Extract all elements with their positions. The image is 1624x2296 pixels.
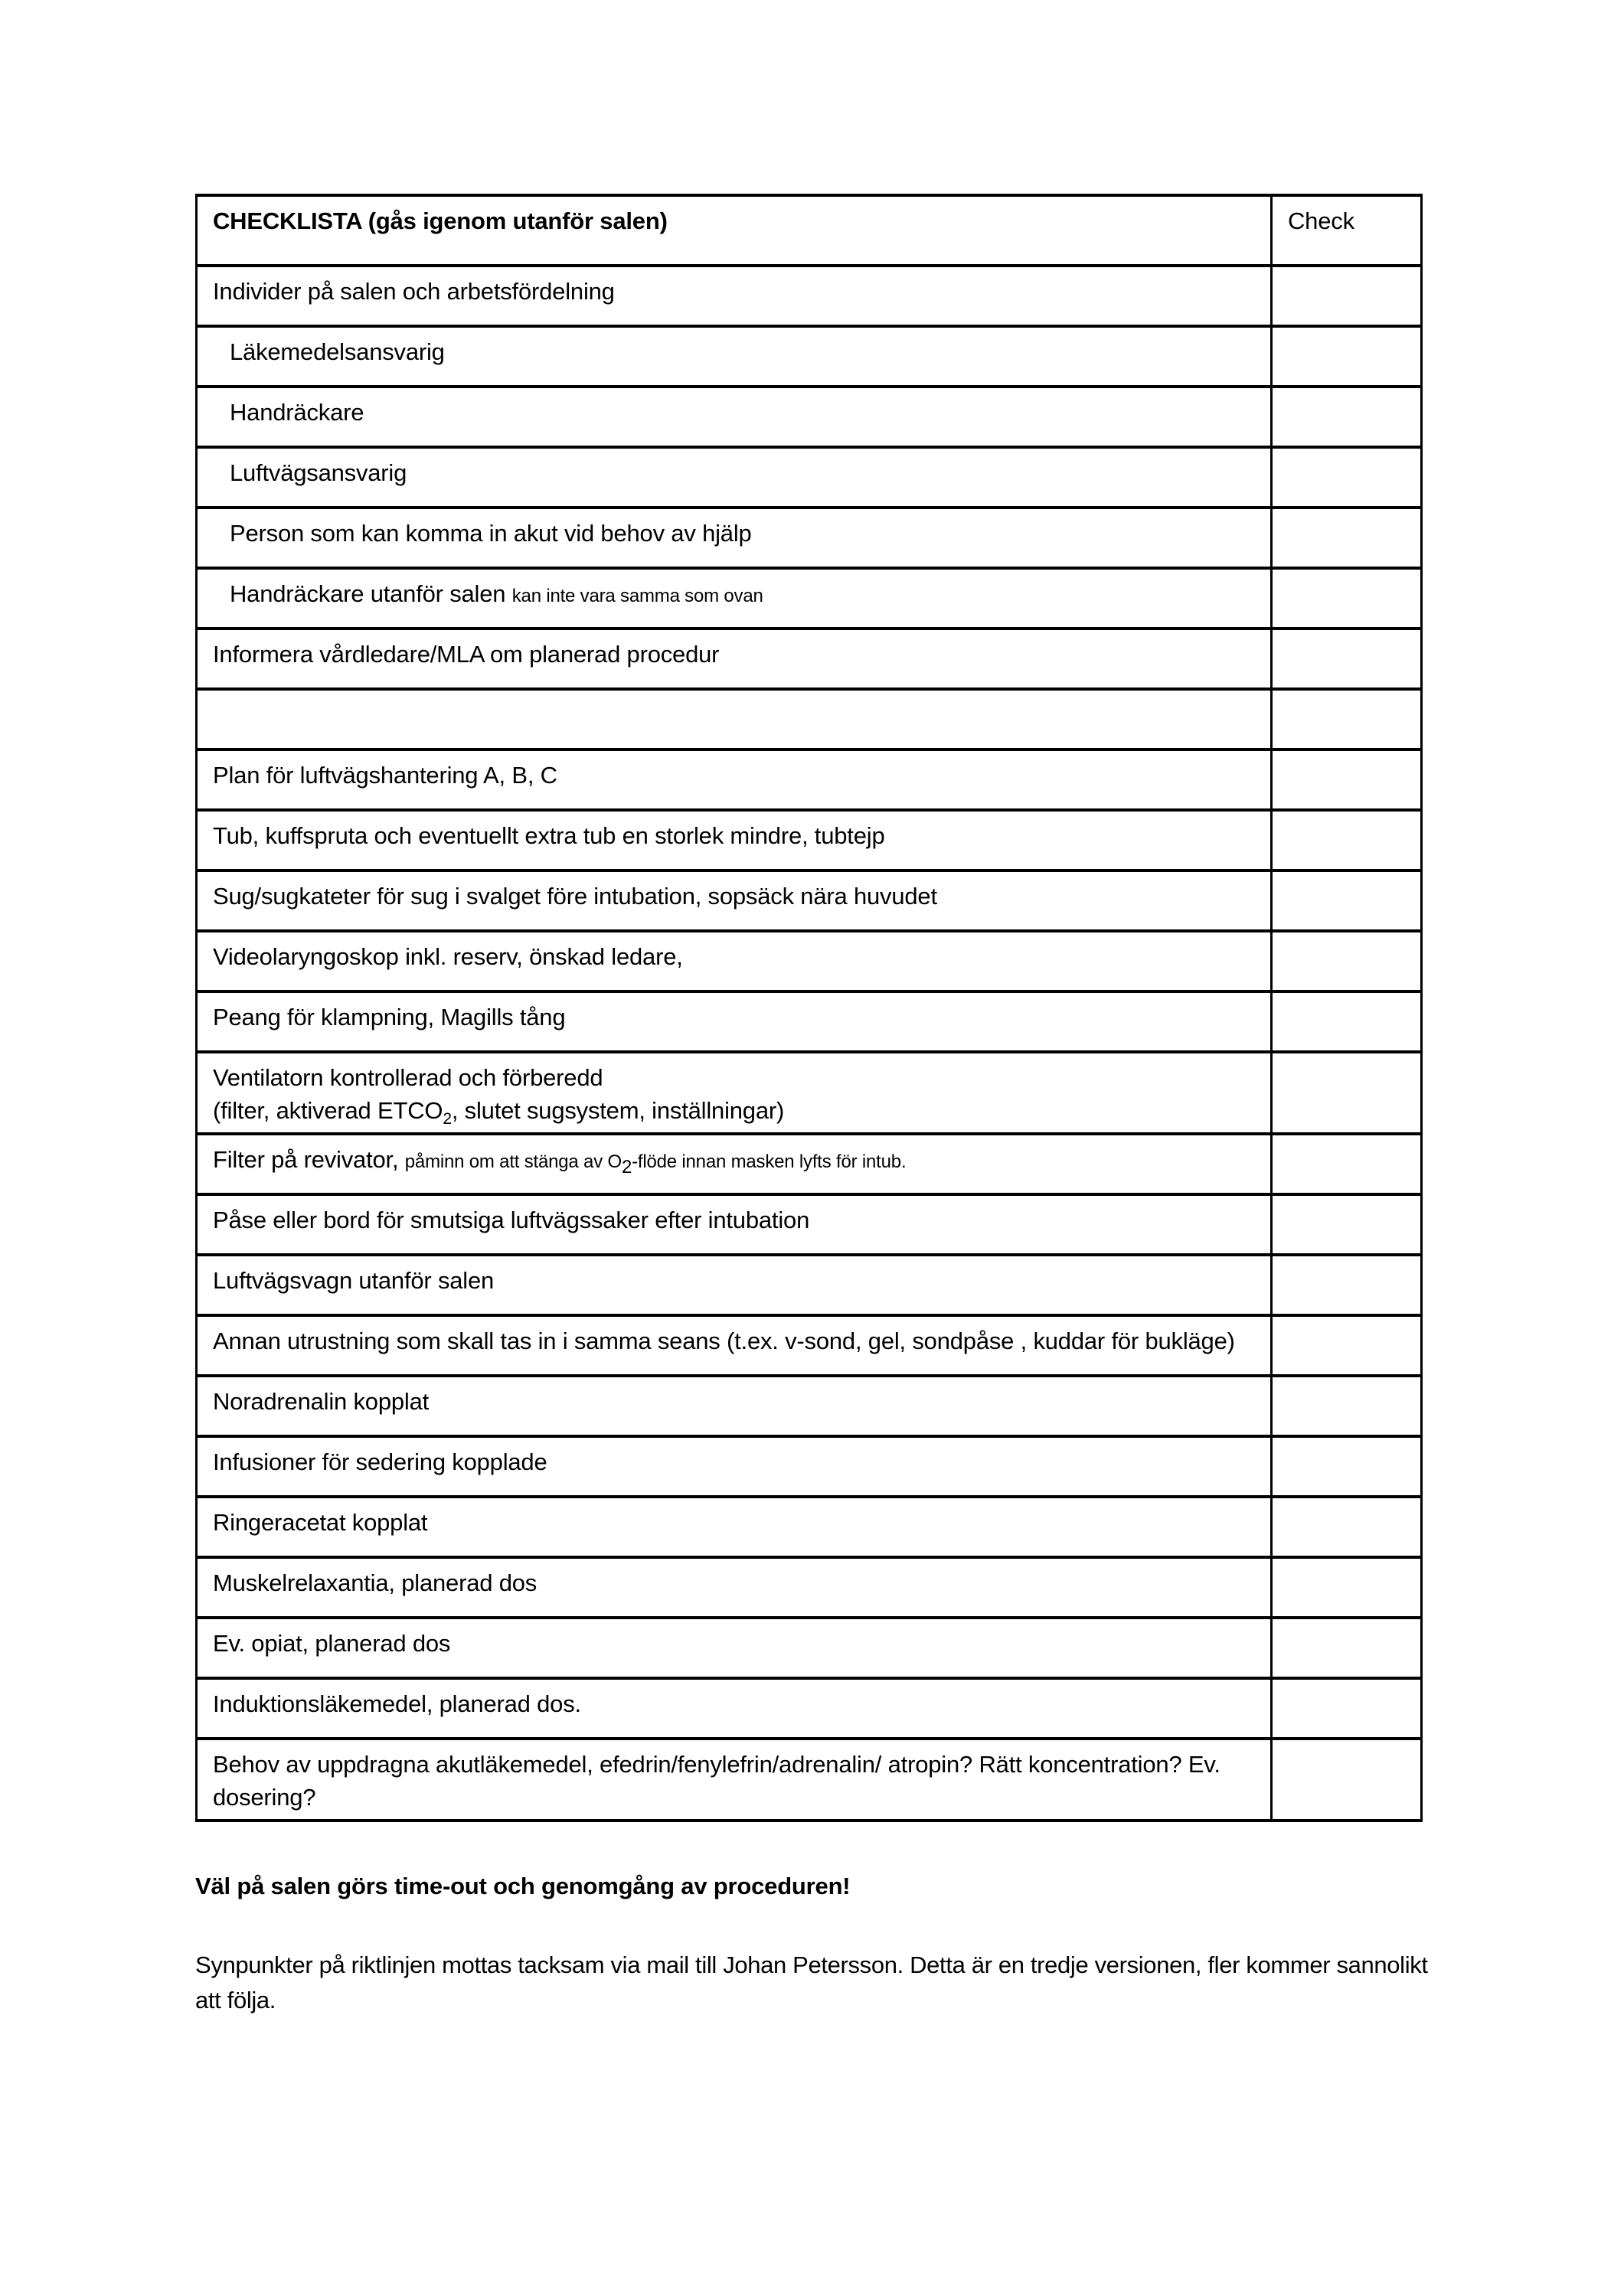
item-label-segment: , slutet sugsystem, inställningar) — [451, 1097, 785, 1125]
table-row — [197, 629, 1422, 689]
table-title: CHECKLISTA (gås igenom utanför salen) — [197, 195, 1272, 266]
table-row — [197, 326, 1422, 387]
table-row — [197, 931, 1422, 991]
table-header-row — [197, 195, 1422, 266]
item-label-segment: Läkemedelsansvarig — [230, 338, 445, 365]
table-row — [197, 1376, 1422, 1436]
check-cell[interactable] — [1272, 1678, 1422, 1739]
table-row — [197, 1557, 1422, 1618]
table-row — [197, 1678, 1422, 1739]
table-row — [197, 689, 1422, 750]
check-cell[interactable] — [1272, 689, 1422, 750]
item-label-segment: Ev. opiat, planerad dos — [213, 1629, 451, 1657]
table-row — [197, 1255, 1422, 1315]
check-cell[interactable] — [1272, 870, 1422, 931]
item-label-segment: Filter på revivator, — [213, 1145, 405, 1173]
item-label-segment: Luftvägsansvarig — [230, 459, 407, 486]
table-row — [197, 991, 1422, 1052]
check-cell[interactable] — [1272, 1436, 1422, 1497]
item-label-segment: Muskelrelaxantia, planerad dos — [213, 1569, 538, 1596]
item-cell — [197, 1618, 1272, 1678]
timeout-note: Väl på salen görs time-out och genomgång av proceduren! — [195, 1872, 851, 1899]
table-row — [197, 1194, 1422, 1255]
item-label-segment: Sug/sugkateter för sug i svalget före intubation, sopsäck nära huvudet — [213, 883, 937, 910]
table-row — [197, 447, 1422, 508]
item-cell — [197, 870, 1272, 931]
table-row — [197, 266, 1422, 326]
table-row — [197, 1052, 1422, 1134]
check-cell[interactable] — [1272, 266, 1422, 326]
check-cell[interactable] — [1272, 387, 1422, 447]
table-row — [197, 568, 1422, 629]
check-cell[interactable] — [1272, 1376, 1422, 1436]
table-row — [197, 1315, 1422, 1376]
table-row — [197, 1739, 1422, 1821]
item-label-segment: påminn om att stänga av O — [404, 1151, 622, 1172]
item-cell — [197, 1376, 1272, 1436]
item-cell — [197, 1052, 1272, 1134]
check-cell[interactable] — [1272, 1052, 1422, 1134]
item-cell — [197, 447, 1272, 508]
check-cell[interactable] — [1272, 568, 1422, 629]
item-label-segment: -flöde innan masken lyfts för intub. — [632, 1151, 907, 1172]
item-label-segment: kan inte vara samma som ovan — [511, 586, 763, 606]
item-cell — [197, 266, 1272, 326]
item-label-segment: Luftvägsvagn utanför salen — [213, 1266, 495, 1294]
check-cell[interactable] — [1272, 1134, 1422, 1194]
table-row — [197, 870, 1422, 931]
item-label-segment: Handräckare — [230, 399, 364, 426]
item-label-segment: Behov av uppdragna akutläkemedel, efedrin/fenylefrin/adrenalin/ atropin? Rätt koncentration? Ev. dosering? — [213, 1750, 1220, 1811]
item-cell — [197, 629, 1272, 689]
item-cell — [197, 1678, 1272, 1739]
check-cell[interactable] — [1272, 810, 1422, 870]
subscript-text: 2 — [443, 1110, 452, 1128]
item-label-segment: Annan utrustning som skall tas in i samma seans (t.ex. v-sond, gel, sondpåse , kuddar för bukläge) — [213, 1327, 1235, 1354]
check-cell[interactable] — [1272, 750, 1422, 810]
item-cell — [197, 326, 1272, 387]
document-content — [195, 194, 1428, 2019]
item-label-segment: Induktionsläkemedel, planerad dos. — [213, 1690, 581, 1717]
check-cell[interactable] — [1272, 931, 1422, 991]
check-cell[interactable] — [1272, 1255, 1422, 1315]
item-cell — [197, 931, 1272, 991]
check-cell[interactable] — [1272, 1497, 1422, 1557]
item-label-segment: Videolaryngoskop inkl. reserv, önskad ledare, — [213, 943, 683, 970]
item-label-segment: Påse eller bord för smutsiga luftvägssaker efter intubation — [213, 1206, 810, 1233]
item-cell — [197, 750, 1272, 810]
item-cell — [197, 1739, 1272, 1821]
item-label-segment: Person som kan komma in akut vid behov av hjälp — [230, 520, 752, 547]
check-cell[interactable] — [1272, 1557, 1422, 1618]
table-row — [197, 750, 1422, 810]
item-label-segment: Ringeracetat kopplat — [213, 1508, 428, 1536]
item-cell — [197, 1134, 1272, 1194]
item-cell — [197, 1497, 1272, 1557]
check-cell[interactable] — [1272, 991, 1422, 1052]
item-label-segment: Individer på salen och arbetsfördelning — [213, 278, 615, 305]
item-cell — [197, 1557, 1272, 1618]
item-label-segment: Infusioner för sedering kopplade — [213, 1448, 547, 1475]
check-column-header: Check — [1272, 195, 1422, 266]
item-cell — [197, 568, 1272, 629]
item-label-segment: Tub, kuffspruta och eventuellt extra tub en storlek mindre, tubtejp — [213, 822, 885, 849]
feedback-note: Synpunkter på riktlinjen mottas tacksam via mail till Johan Petersson. Detta är en tredje versionen, fler kommer sannolikt att följa. — [195, 1951, 1428, 2014]
check-cell[interactable] — [1272, 1739, 1422, 1821]
table-row — [197, 1618, 1422, 1678]
item-cell — [197, 1436, 1272, 1497]
item-cell — [197, 991, 1272, 1052]
item-cell — [197, 810, 1272, 870]
item-label-segment: Informera vårdledare/MLA om planerad procedur — [213, 641, 720, 668]
check-cell[interactable] — [1272, 629, 1422, 689]
item-label-segment: Noradrenalin kopplat — [213, 1387, 430, 1415]
table-row — [197, 1436, 1422, 1497]
item-label-segment: Plan för luftvägshantering A, B, C — [213, 762, 557, 789]
item-cell — [197, 387, 1272, 447]
item-cell — [197, 1194, 1272, 1255]
item-label-segment: Peang för klampning, Magills tång — [213, 1004, 566, 1030]
item-cell — [197, 1315, 1272, 1376]
table-row — [197, 1497, 1422, 1557]
check-cell[interactable] — [1272, 1194, 1422, 1255]
check-cell[interactable] — [1272, 447, 1422, 508]
item-cell — [197, 1255, 1272, 1315]
item-cell — [197, 689, 1272, 750]
table-row — [197, 387, 1422, 447]
checklist-table — [195, 194, 1423, 1822]
table-row — [197, 508, 1422, 568]
subscript-text: 2 — [621, 1156, 632, 1177]
item-label-segment: Handräckare utanför salen — [230, 580, 512, 607]
check-cell[interactable] — [1272, 326, 1422, 387]
table-body — [197, 266, 1422, 1821]
item-label-segment: Ventilatorn kontrollerad och förberedd — [213, 1064, 603, 1091]
check-cell[interactable] — [1272, 508, 1422, 568]
table-row — [197, 810, 1422, 870]
item-label-segment: (filter, aktiverad ETCO — [213, 1097, 443, 1125]
table-row — [197, 1134, 1422, 1194]
item-cell — [197, 508, 1272, 568]
check-cell[interactable] — [1272, 1315, 1422, 1376]
check-cell[interactable] — [1272, 1618, 1422, 1678]
